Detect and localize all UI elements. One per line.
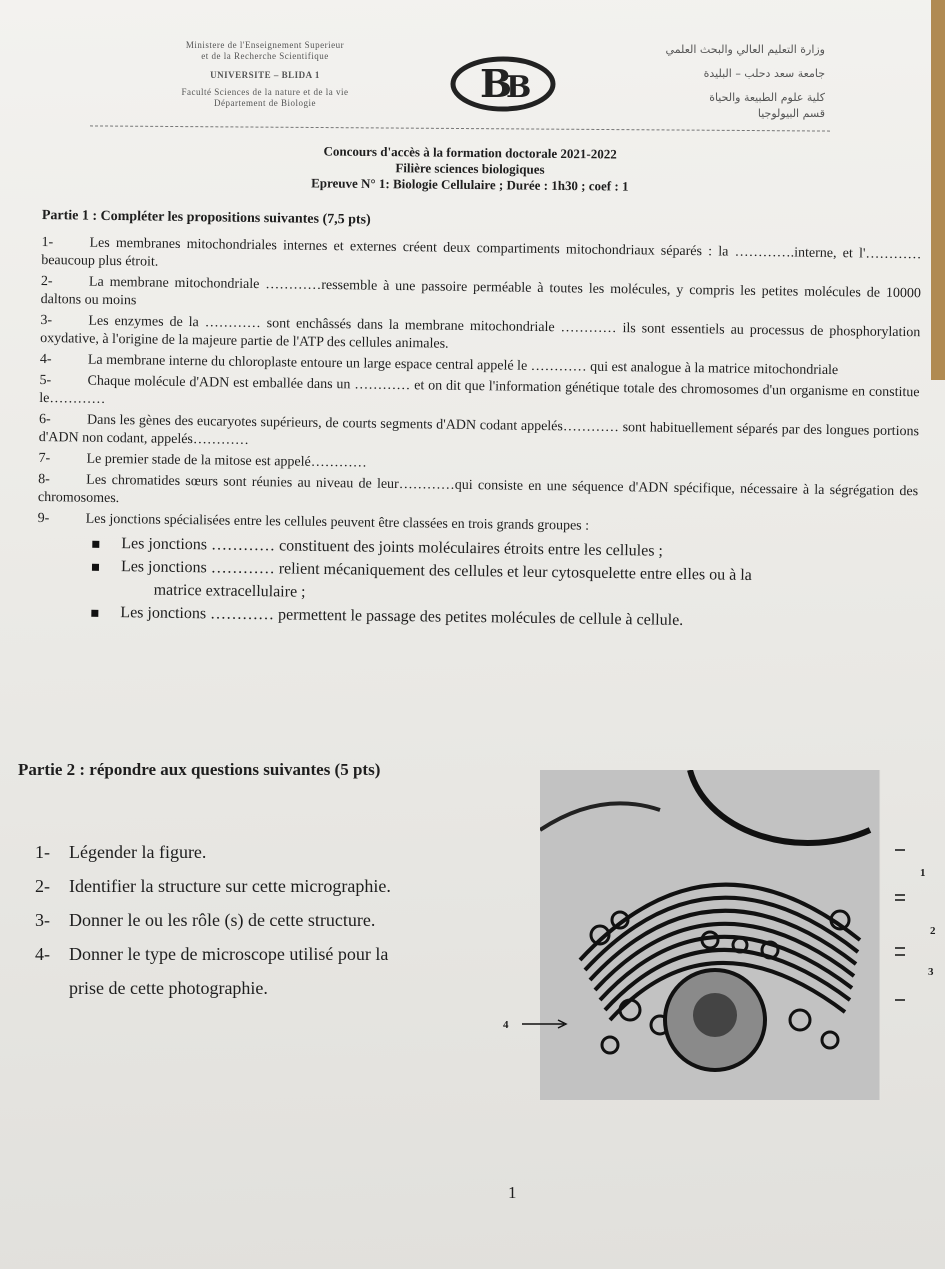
arabic-line-4: قسم البيولوجيا [757,107,825,120]
question-number: 4- [35,944,50,964]
question-number: 8- [38,471,50,488]
figure-label-4: 4 [503,1019,509,1031]
arabic-line-3: كلية علوم الطبيعة والحياة [709,91,825,104]
page-number: 1 [508,1183,517,1202]
question-text: Les enzymes de la ………… sont enchâssés dans la membrane mitochondriale ………… ils sont essentiels au processus de phosphorylation oxydative, à l'origine de la majeure partie de l'ATP des cellules animales. [40,313,921,352]
question-text: Donner le type de microscope utilisé pour la [69,944,389,964]
bullet-text: Les jonctions ………… constituent des joints moléculaires étroits entre les cellules ; [121,535,664,560]
question-number: 1- [35,842,50,862]
question-text: Les jonctions spécialisées entre les cellules peuvent être classées en trois grands groupes : [85,511,590,534]
question-number: 6- [38,411,51,428]
question-number: 1- [41,234,54,251]
bullet-square-icon [92,541,99,548]
exam-title-line-1: Concours d'accès à la formation doctorale 2021-2022 [323,143,617,162]
faculty-name: Faculté Sciences de la nature et de la vie [181,87,349,97]
ministry-line-2: et de la Recherche Scientifique [201,51,329,61]
question-text: Les membranes mitochondriales internes et externes créent deux compartiments mitochondriaux séparés : la ………….interne, et l'………… beaucoup plus étroit. [41,235,922,270]
question-text: La membrane mitochondriale …………ressemble à une passoire perméable à toutes les molécules, y compris les petites molécules de 10000 daltons ou moins [40,274,921,309]
bullet-text-continued: matrice extracellulaire ; [153,581,306,601]
golgi-micrograph [540,770,905,1100]
question-number: 7- [38,450,51,467]
question-text: Le premier stade de la mitose est appelé………… [86,451,367,471]
question-number: 2- [40,273,53,290]
figure-label-2: 2 [930,925,936,937]
bullet-text: Les jonctions ………… permettent le passage des petites molécules de cellule à cellule. [120,604,684,629]
bullet-text: Les jonctions ………… relient mécaniquement des cellules et leur cytosquelette entre elles ou à la [120,558,752,584]
part-2-question-4-continued: prise de cette photographie. [69,978,268,998]
university-logo [448,52,558,112]
part-2-question-1 [35,835,505,869]
desk-edge [931,0,945,380]
exam-title-line-2: Filière sciences biologiques [395,160,545,177]
bullet-square-icon [91,610,98,617]
svg-text:B: B [480,61,513,106]
exam-title-line-3: Epreuve N° 1: Biologie Cellulaire ; Durée : 1h30 ; coef : 1 [311,175,629,194]
question-number: 2- [35,876,50,896]
question-text: Donner le ou les rôle (s) de cette structure. [69,910,376,930]
question-text: Chaque molécule d'ADN est emballée dans un ………… et on dit que l'information génétique totale des chromosomes d'un organisme en constitue le………… [39,373,920,407]
header-left [95,40,435,109]
part-2-questions [35,835,505,1005]
question-text: Légender la figure. [69,842,207,862]
arabic-line-2: جامعة سعد دحلب – البليدة [703,67,825,80]
question-number: 3- [40,312,53,329]
question-text: Les chromatides sœurs sont réunies au niveau de leur…………qui consiste en une séquence d'ADN spécifique, nécessaire à la ségrégation des chromosomes. [37,472,919,507]
svg-text:B: B [506,70,532,105]
part-1 [36,208,922,635]
figure-label-3: 3 [928,966,934,978]
question-number: 5- [39,372,52,389]
bullet-square-icon [92,564,99,571]
question-text: Dans les gènes des eucaryotes supérieurs, de courts segments d'ADN codant appelés………… sont habituellement séparés par des longues portions d'ADN non codant, appelés………… [38,412,920,448]
question-number: 9- [37,510,50,527]
part-1-heading: Partie 1 : Compléter les propositions suivantes (7,5 pts) [41,208,371,228]
exam-title [200,142,740,196]
ministry-line-1: Ministere de l'Enseignement Superieur [185,40,345,50]
header-right-arabic [600,42,825,122]
department-name: Département de Biologie [214,98,316,108]
arabic-line-1: وزارة التعليم العالي والبحث العلمي [665,43,825,56]
figure-label-1: 1 [920,867,926,879]
label-4-arrow-icon [520,1018,570,1030]
question-text: La membrane interne du chloroplaste entoure un large espace central appelé le ………… qui est analogue à la matrice mitochondriale [87,352,839,379]
part-2-question-2 [35,869,505,903]
question-number: 3- [35,910,50,930]
part-2-question-4 [35,937,505,971]
header-divider [90,125,830,131]
part-2-question-3 [35,903,505,937]
question-text: Identifier la structure sur cette micrographie. [69,876,391,896]
part-2-heading: Partie 2 : répondre aux questions suivantes (5 pts) [18,760,381,779]
question-number: 4- [39,351,52,368]
university-name: UNIVERSITE – BLIDA 1 [210,70,320,80]
